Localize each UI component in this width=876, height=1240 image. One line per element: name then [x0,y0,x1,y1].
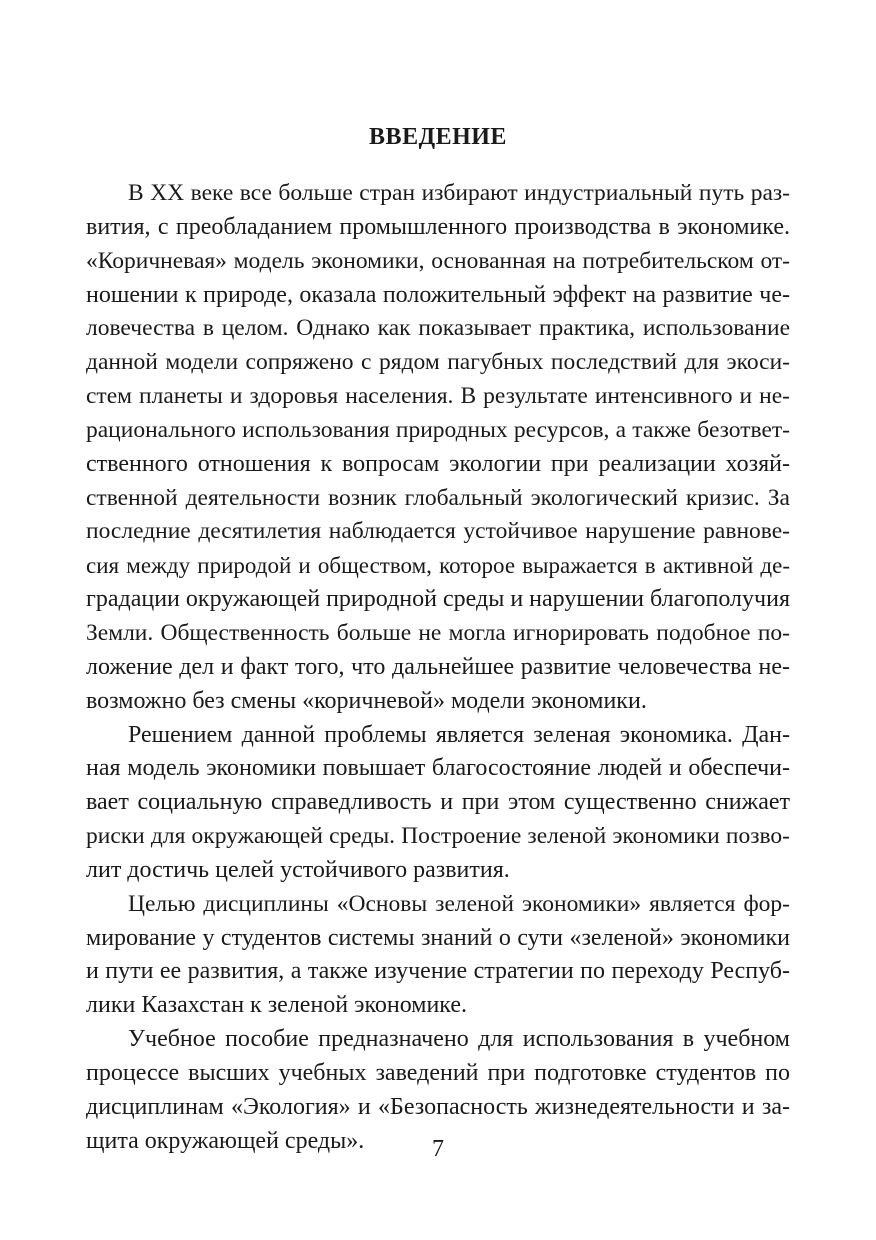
text-line: ственного отношения к вопросам экологии при реализации хозяй- [86,450,790,477]
text-line: мирование у студентов системы знаний о сути «зеленой» экономики [86,924,790,951]
text-line: возможно без смены «коричневой» модели экономики. [86,687,647,714]
text-line: Решением данной проблемы является зеленая экономика. Дан- [128,721,790,748]
paragraph-1 [86,177,790,719]
chapter-title: ВВЕДЕНИЕ [369,124,507,150]
page-number: 7 [432,1136,444,1162]
text-line: лит достичь целей устойчивого развития. [86,856,510,883]
text-line: дисциплинам «Экология» и «Безопасность жизнедеятельности и за- [86,1093,790,1120]
text-line: градации окружающей природной среды и нарушении благополучия [86,586,790,613]
text-line: ложение дел и факт того, что дальнейшее развитие человечества не- [86,653,790,680]
body-text [86,177,790,1158]
text-line: сия между природой и обществом, которое выражается в активной де- [86,553,790,579]
text-line: стем планеты и здоровья населения. В результате интенсивного и не- [86,383,790,410]
text-line: щита окружающей среды». [86,1127,365,1154]
text-line: и пути ее развития, а также изучение стратегии по переходу Респуб- [86,958,790,985]
text-line: ственной деятельности возник глобальный экологический кризис. За [86,484,790,511]
text-line: лики Казахстан к зеленой экономике. [86,992,468,1019]
text-line: ная модель экономики повышает благосостояние людей и обеспечи- [86,755,790,782]
paragraph-2 [86,719,790,888]
text-line: Земли. Общественность больше не могла игнорировать подобное по- [86,619,790,646]
text-line: ношении к природе, оказала положительный эффект на развитие че- [86,281,790,308]
text-line: «Коричневая» модель экономики, основанная на потребительском от- [86,247,790,274]
text-line: данной модели сопряжено с рядом пагубных последствий для экоси- [86,349,790,376]
text-line: процессе высших учебных заведений при подготовке студентов по [86,1059,790,1086]
text-line: Учебное пособие предназначено для использования в учебном [128,1026,790,1053]
text-line: вает социальную справедливость и при этом существенно снижает [86,789,790,816]
paragraph-3 [86,888,790,1023]
document-page [86,0,790,1240]
text-line: ловечества в целом. Однако как показывает практика, использование [86,315,790,342]
text-line: В XX веке все больше стран избирают индустриальный путь раз- [128,180,790,206]
text-line: Целью дисциплины «Основы зеленой экономики» является фор- [128,890,790,917]
text-line: риски для окружающей среды. Построение зеленой экономики позво- [86,823,790,850]
text-line: вития, с преобладанием промышленного производства в экономике. [86,213,790,240]
text-line: рационального использования природных ресурсов, а также безответ- [86,416,790,443]
text-line: последние десятилетия наблюдается устойчивое нарушение равнове- [86,518,790,545]
